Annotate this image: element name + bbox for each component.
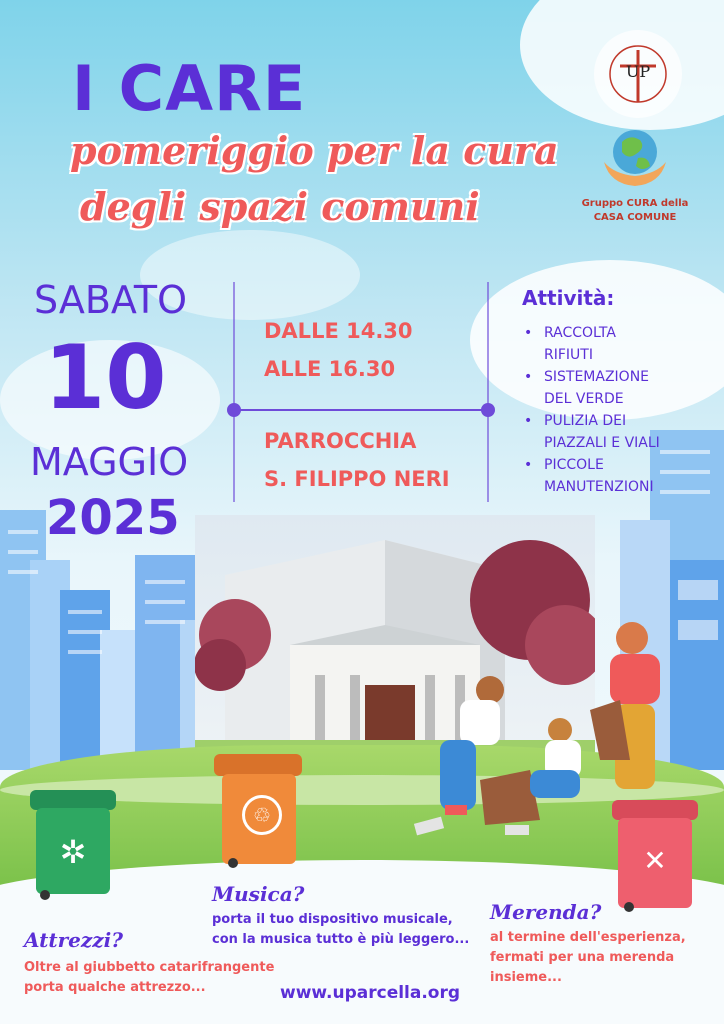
orange-bin-lid bbox=[214, 754, 302, 776]
parish-monogram: UP bbox=[625, 62, 651, 81]
divider-middle bbox=[234, 409, 488, 411]
activity-line: PULIZIA DEI bbox=[544, 413, 627, 429]
activity-line: PIAZZALI E VIALI bbox=[544, 435, 660, 451]
subtitle-line-1: pomeriggio per la cura bbox=[70, 128, 559, 173]
divider-dot-right bbox=[481, 403, 495, 417]
year: 2025 bbox=[46, 490, 180, 546]
website-link[interactable]: www.uparcella.org bbox=[280, 983, 461, 1003]
snack-line-2: fermati per una merenda bbox=[490, 950, 675, 965]
time-start: DALLE 14.30 bbox=[264, 319, 413, 343]
group-logo-line-2: CASA COMUNE bbox=[593, 212, 677, 223]
activity-line: DEL VERDE bbox=[544, 391, 624, 407]
day-number: 10 bbox=[44, 326, 167, 429]
cross-icon: ✕ bbox=[643, 844, 667, 877]
activities-list bbox=[518, 322, 718, 498]
snack-line-1: al termine dell'esperienza, bbox=[490, 930, 686, 945]
activity-line: SISTEMAZIONE bbox=[544, 369, 650, 385]
place-line-1: PARROCCHIA bbox=[264, 429, 417, 453]
divider-right bbox=[487, 282, 489, 502]
activities-title: Attività: bbox=[522, 286, 615, 310]
list-item bbox=[518, 366, 718, 410]
list-item bbox=[518, 410, 718, 454]
activity-line: PICCOLE bbox=[544, 457, 604, 473]
parish-logo bbox=[590, 26, 686, 122]
snack-text bbox=[490, 928, 686, 988]
activity-line: RIFIUTI bbox=[544, 347, 593, 363]
divider-dot-left bbox=[227, 403, 241, 417]
fish-bone-icon: ✲ bbox=[59, 833, 87, 871]
activity-line: RACCOLTA bbox=[544, 325, 616, 341]
event-title: I CARE bbox=[72, 52, 307, 125]
pink-bin-lid bbox=[612, 800, 698, 820]
subtitle-line-2: degli spazi comuni bbox=[80, 184, 480, 229]
time-end: ALLE 16.30 bbox=[264, 357, 396, 381]
weekday: SABATO bbox=[34, 278, 188, 322]
tools-line-1: Oltre al giubbetto catarifrangente bbox=[24, 960, 275, 975]
event-place bbox=[264, 422, 450, 498]
group-logo-line-1: Gruppo CURA della bbox=[581, 198, 689, 209]
music-heading: Musica? bbox=[212, 882, 305, 906]
tools-text bbox=[24, 958, 274, 998]
bin-wheel bbox=[624, 902, 634, 912]
tools-line-2: porta qualche attrezzo... bbox=[24, 980, 206, 995]
tools-heading: Attrezzi? bbox=[24, 928, 123, 952]
place-line-2: S. FILIPPO NERI bbox=[264, 467, 450, 491]
music-line-1: porta il tuo dispositivo musicale, bbox=[212, 912, 453, 927]
activity-line: MANUTENZIONI bbox=[544, 479, 654, 495]
snack-line-3: insieme... bbox=[490, 970, 562, 985]
snack-heading: Merenda? bbox=[490, 900, 602, 924]
list-item bbox=[518, 322, 718, 366]
bin-wheel bbox=[40, 890, 50, 900]
divider-left bbox=[233, 282, 235, 502]
earth-hands-icon bbox=[600, 122, 670, 192]
list-item bbox=[518, 454, 718, 498]
green-bin-lid bbox=[30, 790, 116, 810]
bin-wheel bbox=[228, 858, 238, 868]
event-time bbox=[264, 312, 413, 388]
month: MAGGIO bbox=[30, 440, 189, 484]
recycle-icon: ♲ bbox=[242, 795, 282, 835]
music-line-2: con la musica tutto è più leggero... bbox=[212, 932, 470, 947]
music-text bbox=[212, 910, 469, 950]
